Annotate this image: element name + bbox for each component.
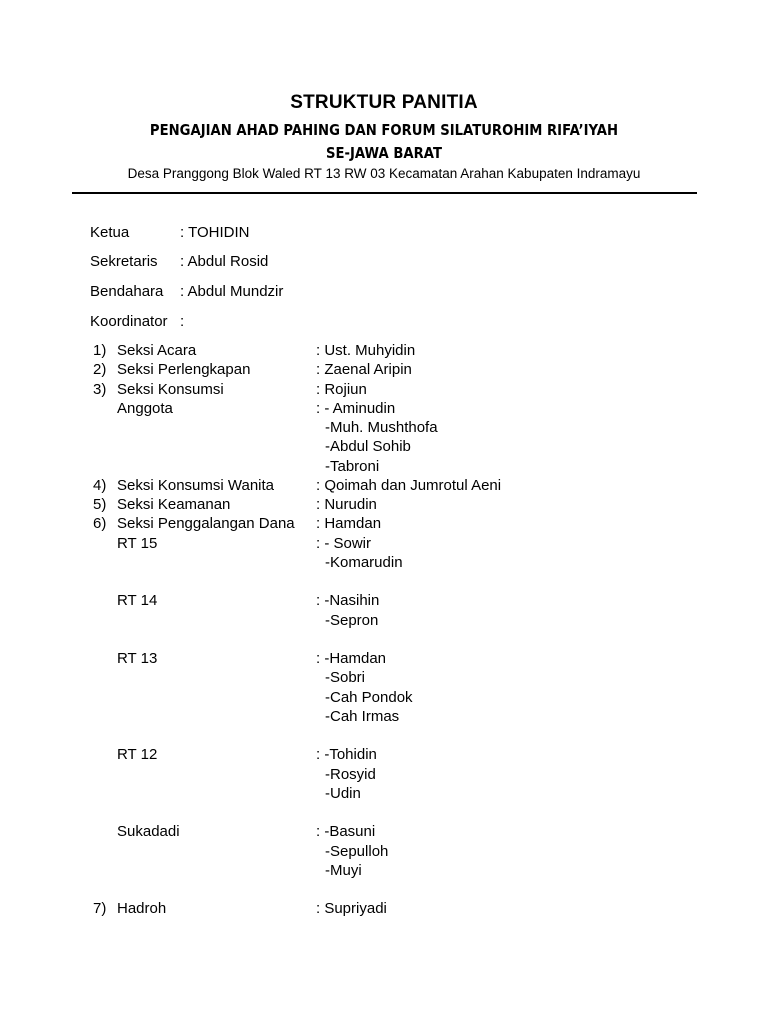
member-line xyxy=(0,708,768,728)
member-name: -Rosyid xyxy=(325,766,376,783)
section-value: : Ust. Muhyidin xyxy=(316,342,416,359)
officer-value: : TOHIDIN xyxy=(180,224,250,241)
section-value: : Qoimah dan Jumrotul Aeni xyxy=(316,477,502,494)
member-line xyxy=(0,612,768,632)
document-title: STRUKTUR PANITIA xyxy=(290,92,478,113)
member-name: -Cah Pondok xyxy=(325,689,413,706)
member-name: -Komarudin xyxy=(325,554,403,571)
group-rt14 xyxy=(0,592,768,612)
group-value: : -Basuni xyxy=(316,823,376,840)
member-line xyxy=(0,766,768,786)
section-value: : Nurudin xyxy=(316,496,377,513)
member-name: -Sepron xyxy=(325,612,379,629)
section-hadroh xyxy=(0,900,768,920)
section-keamanan xyxy=(0,496,768,516)
section-acara xyxy=(0,342,768,362)
section-name: Seksi Keamanan xyxy=(117,496,231,513)
officer-label: Bendahara xyxy=(90,283,164,300)
section-value: : - Aminudin xyxy=(316,400,396,417)
member-name: -Muyi xyxy=(325,862,362,879)
section-name: Seksi Acara xyxy=(117,342,197,359)
group-name: Sukadadi xyxy=(117,823,180,840)
officer-value: : Abdul Rosid xyxy=(180,253,269,270)
group-value: : -Tohidin xyxy=(316,746,377,763)
document-subtitle: PENGAJIAN AHAD PAHING DAN FORUM SILATUROHIM RIFA’IYAH xyxy=(149,121,619,139)
document-address: Desa Pranggong Blok Waled RT 13 RW 03 Kecamatan Arahan Kabupaten Indramayu xyxy=(127,166,641,181)
section-value: : Zaenal Aripin xyxy=(316,361,412,378)
section-name: Anggota xyxy=(117,400,173,417)
member-name: -Abdul Sohib xyxy=(325,438,411,455)
member-name: -Udin xyxy=(325,785,361,802)
group-value: : -Hamdan xyxy=(316,650,387,667)
member-line xyxy=(0,438,768,458)
group-name: RT 15 xyxy=(117,535,158,552)
header-divider xyxy=(72,192,697,194)
member-name: -Muh. Mushthofa xyxy=(325,419,438,436)
group-value: : -Nasihin xyxy=(316,592,380,609)
group-rt12 xyxy=(0,746,768,766)
member-line xyxy=(0,843,768,863)
section-number: 7) xyxy=(93,900,107,917)
group-name: RT 13 xyxy=(117,650,158,667)
section-perlengkapan xyxy=(0,361,768,381)
section-number: 3) xyxy=(93,381,107,398)
group-sukadadi xyxy=(0,823,768,843)
section-number: 1) xyxy=(93,342,107,359)
section-value: : Hamdan xyxy=(316,515,382,532)
section-number: 5) xyxy=(93,496,107,513)
section-number: 2) xyxy=(93,361,107,378)
member-line xyxy=(0,689,768,709)
section-value: : Supriyadi xyxy=(316,900,387,917)
group-name: RT 14 xyxy=(117,592,158,609)
section-value: : Rojiun xyxy=(316,381,367,398)
section-konsumsi-wanita xyxy=(0,477,768,497)
officer-value: : Abdul Mundzir xyxy=(180,283,284,300)
officer-label: Sekretaris xyxy=(90,253,158,270)
member-line xyxy=(0,419,768,439)
officer-value: : xyxy=(180,313,185,330)
section-number: 6) xyxy=(93,515,107,532)
section-number: 4) xyxy=(93,477,107,494)
document-region: SE-JAWA BARAT xyxy=(326,144,442,162)
group-value: : - Sowir xyxy=(316,535,372,552)
member-name: -Sobri xyxy=(325,669,366,686)
group-rt15 xyxy=(0,535,768,555)
member-line xyxy=(0,862,768,882)
member-name: -Cah Irmas xyxy=(325,708,400,725)
member-line xyxy=(0,669,768,689)
section-konsumsi xyxy=(0,381,768,401)
section-anggota xyxy=(0,400,768,420)
section-name: Seksi Perlengkapan xyxy=(117,361,251,378)
group-rt13 xyxy=(0,650,768,670)
section-name: Hadroh xyxy=(117,900,167,917)
section-name: Seksi Konsumsi xyxy=(117,381,224,398)
section-penggalangan-dana xyxy=(0,515,768,535)
member-line xyxy=(0,554,768,574)
member-name: -Tabroni xyxy=(325,458,380,475)
section-name: Seksi Konsumsi Wanita xyxy=(117,477,275,494)
section-name: Seksi Penggalangan Dana xyxy=(117,515,295,532)
officer-label: Ketua xyxy=(90,224,130,241)
member-line xyxy=(0,785,768,805)
group-name: RT 12 xyxy=(117,746,158,763)
member-name: -Sepulloh xyxy=(325,843,389,860)
member-line xyxy=(0,458,768,478)
officer-label: Koordinator xyxy=(90,313,168,330)
